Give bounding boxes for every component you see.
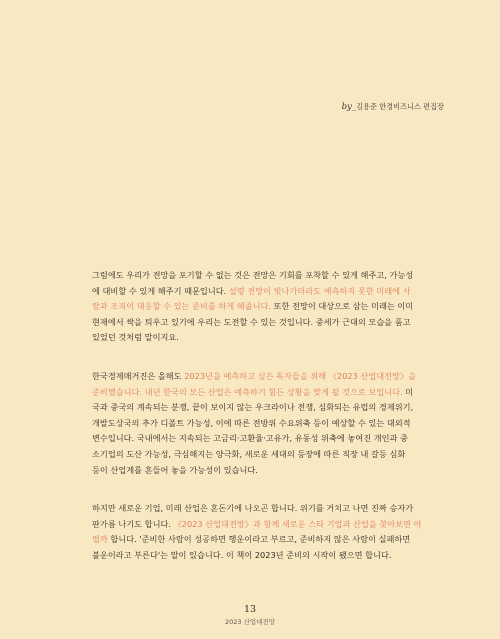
text-line	[92, 330, 428, 346]
text-line	[92, 315, 428, 331]
paragraph	[92, 369, 428, 478]
text-segment: 또한 전망이 대상으로 삼는 미래는 이미	[271, 301, 414, 312]
text-line	[92, 400, 428, 416]
text-line	[92, 517, 428, 533]
text-segment: 있었던 것처럼 말이지요.	[92, 332, 179, 343]
text-segment: 현재에서 싹을 틔우고 있기에 우리는 도전할 수 있는 것입니다. 중세가 근대의 모습을 품고	[92, 316, 411, 327]
page-number: 13	[243, 604, 257, 615]
byline-prefix: by_	[341, 102, 357, 112]
text-segment: 개발도상국의 추가 디폴트 가능성, 이에 따른 전방위 수요위축 등이 예상할 수 있는 대외적	[92, 417, 411, 428]
text-line	[92, 532, 428, 548]
text-line	[92, 268, 428, 284]
text-line	[92, 548, 428, 564]
text-line	[92, 299, 428, 315]
text-segment: 그럼에도 우리가 전망을 포기할 수 없는 것은 전망은 기회를 포착할 수 있게 해주고, 가능성	[92, 270, 414, 280]
highlighted-text: 떨까	[92, 534, 108, 545]
text-segment: 변수입니다. 국내에서는 지속되는 고금리·고환율·고유가, 유동성 위축에 놓여진 개인과 중	[92, 433, 408, 444]
highlighted-text: 2023년을 예측하고 싶은 독자들을 위해 《2023 산업대전망》을	[184, 370, 417, 381]
text-segment: 하지만 새로운 기업, 미래 산업은 혼돈기에 나오곤 합니다. 위기를 거치고 나면 진짜 승자가	[92, 503, 414, 514]
text-segment: 판가름 나기도 합니다.	[92, 518, 174, 529]
text-segment: 등이 산업계를 흔들어 놓을 가능성이 있습니다.	[92, 464, 258, 475]
page-footer	[0, 605, 500, 625]
text-segment: 미	[402, 386, 414, 397]
text-segment: 에 대비할 수 있게 해주기 때문입니다.	[92, 285, 229, 296]
text-line	[92, 447, 428, 463]
book-title: 2023 산업대전망	[224, 617, 275, 626]
text-line	[92, 284, 428, 300]
highlighted-text: 설령 전망이 빗나가더라도 예측하지 못한 미래에 사	[228, 285, 411, 296]
text-line	[92, 463, 428, 479]
highlighted-text: 람과 조직이 대응할 수 있는 준비를 하게 해줍니다.	[92, 301, 272, 312]
text-segment: 불운이라고 부른다'는 말이 있습니다. 이 책이 2023년 준비의 시작이 됐으면 합니다.	[92, 549, 392, 560]
body-text	[92, 268, 428, 587]
text-line	[92, 416, 428, 432]
text-segment: 국과 중국의 계속되는 분쟁, 끝이 보이지 않는 우크라이나 전쟁, 심화되는 유럽의 경제위기,	[92, 402, 414, 413]
text-line	[92, 501, 428, 517]
byline-author: 김용준 한경비즈니스 편집장	[356, 102, 444, 111]
text-line	[92, 385, 428, 401]
paragraph	[92, 268, 428, 346]
paragraph	[92, 501, 428, 563]
highlighted-text: 준비했습니다. 내년 한국의 모든 산업은 예측하기 힘든 상황을 맞게 될 것으로 보입니다.	[92, 386, 403, 397]
highlighted-text: 《2023 산업대전망》과 함께 새로운 스타 기업과 산업을 찾아보면 어	[173, 518, 422, 529]
text-line	[92, 431, 428, 447]
text-segment: 한국경제매거진은 올해도	[92, 370, 185, 381]
text-segment: 합니다. '준비한 사람이 성공하면 행운이라고 부르고, 준비하지 않은 사람이 실패하면	[107, 534, 411, 545]
text-segment: 소기업의 도산 가능성, 극심해지는 양극화, 새로운 세대의 등장에 따른 직장 내 갈등 심화	[92, 448, 406, 459]
text-line	[92, 369, 428, 385]
byline	[342, 102, 444, 112]
